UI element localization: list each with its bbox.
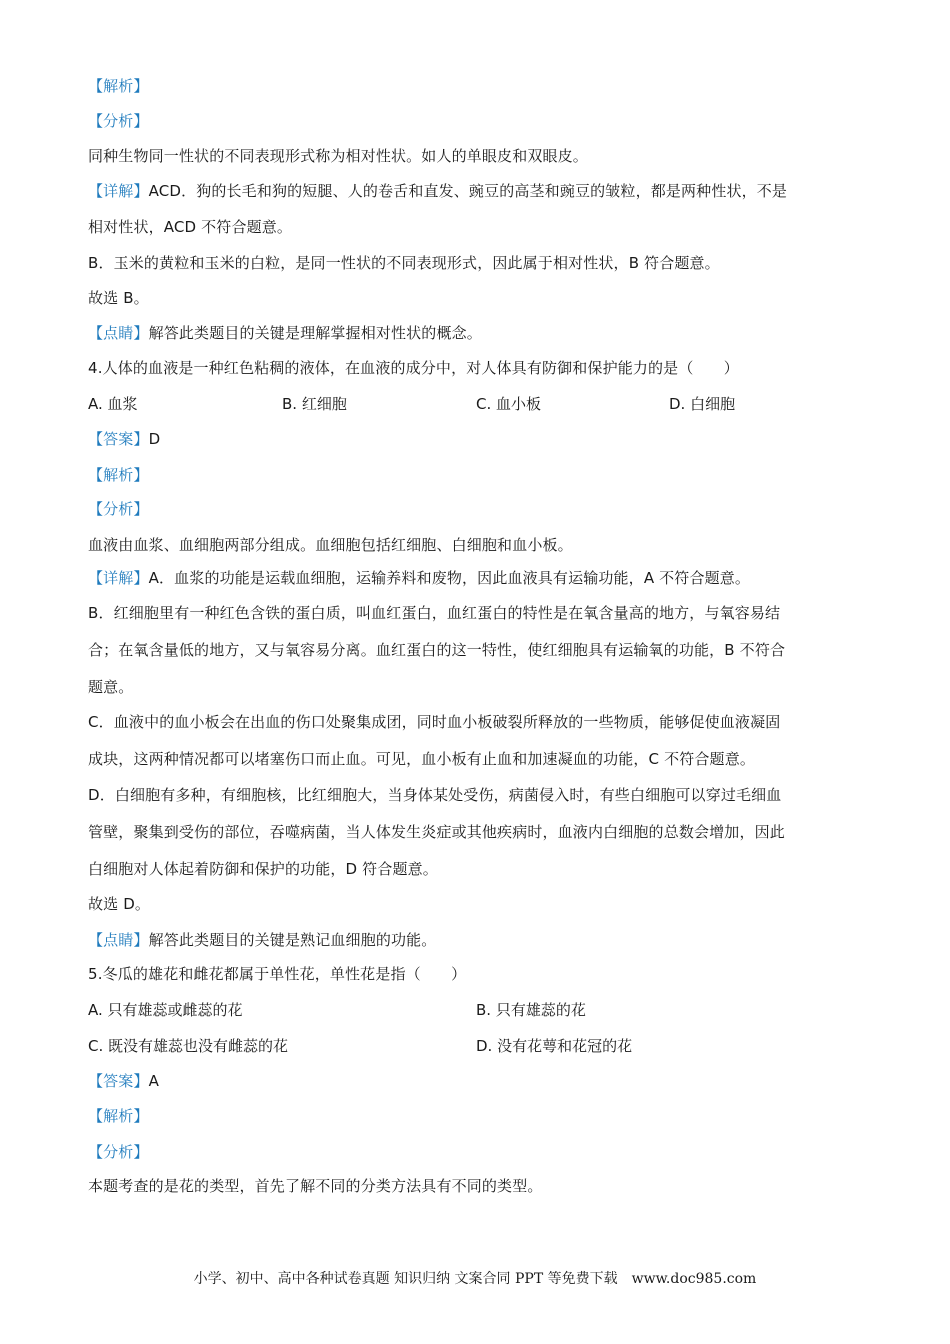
answer-value: A — [148, 1072, 160, 1090]
section-tag-analysis: 【解析】 — [88, 77, 149, 95]
paragraph-text — [88, 323, 870, 343]
section-tag-analysis: 【解析】 — [88, 466, 149, 484]
section-tag-fenxi: 【分析】 — [88, 500, 149, 518]
page-footer: 小学、初中、高中各种试卷真题 知识归纳 文案合同 PPT 等免费下载 www.doc985.com — [193, 1271, 757, 1287]
section-tag-detail: 【详解】 — [88, 182, 149, 200]
section-tag-comment: 【点睛】 — [88, 931, 149, 949]
question-4: 4.人体的血液是一种红色粘稠的液体，在血液的成分中，对人体具有防御和保护能力的是（ ） — [88, 359, 739, 377]
paragraph-text — [88, 930, 870, 950]
paragraph-text: 成块，这两种情况都可以堵塞伤口而止血。可见，血小板有止血和加速凝血的功能，C 不符合题意。 — [88, 750, 755, 768]
paragraph-text: 合；在氧含量低的地方，又与氧容易分离。血红蛋白的这一特性，使红细胞具有运输氧的功能，B 不符合 — [88, 641, 786, 659]
paragraph-text: 相对性状，ACD 不符合题意。 — [88, 218, 293, 236]
q4-option-a: A. 血浆 — [88, 395, 138, 413]
answer-line — [88, 429, 870, 449]
section-tag-answer: 【答案】 — [88, 1072, 149, 1090]
q5-option-a: A. 只有雄蕊或雌蕊的花 — [88, 1001, 243, 1019]
paragraph-text: D．白细胞有多种，有细胞核，比红细胞大，当身体某处受伤，病菌侵入时，有些白细胞可以穿过毛细血 — [88, 786, 782, 804]
q4-option-d: D. 白细胞 — [669, 395, 736, 413]
paragraph-text: B．玉米的黄粒和玉米的白粒，是同一性状的不同表现形式，因此属于相对性状，B 符合题意。 — [88, 254, 720, 272]
q4-option-b: B. 红细胞 — [282, 395, 347, 413]
section-tag-detail: 【详解】 — [88, 569, 149, 587]
paragraph-text: 故选 B。 — [88, 289, 149, 307]
paragraph-text — [88, 568, 870, 588]
answer-value: D — [148, 430, 161, 448]
paragraph-text: 题意。 — [88, 678, 134, 696]
q5-option-c: C. 既没有雄蕊也没有雌蕊的花 — [88, 1037, 289, 1055]
question-5: 5.冬瓜的雄花和雌花都属于单性花，单性花是指（ ） — [88, 965, 467, 983]
paragraph-text: 故选 D。 — [88, 895, 151, 913]
section-tag-fenxi: 【分析】 — [88, 1143, 149, 1161]
answer-line — [88, 1071, 870, 1091]
paragraph-text: 解答此类题目的关键是理解掌握相对性状的概念。 — [148, 324, 482, 342]
paragraph-text: C．血液中的血小板会在出血的伤口处聚集成团，同时血小板破裂所释放的一些物质，能够促使血液凝固 — [88, 713, 781, 731]
paragraph-text: B．红细胞里有一种红色含铁的蛋白质，叫血红蛋白，血红蛋白的特性是在氧含量高的地方，与氧容易结 — [88, 604, 781, 622]
section-tag-answer: 【答案】 — [88, 430, 149, 448]
paragraph-text: 解答此类题目的关键是熟记血细胞的功能。 — [148, 931, 437, 949]
paragraph-text — [88, 181, 870, 201]
q5-option-b: B. 只有雄蕊的花 — [476, 1001, 586, 1019]
section-tag-comment: 【点睛】 — [88, 324, 149, 342]
q5-option-d: D. 没有花萼和花冠的花 — [476, 1037, 633, 1055]
q4-option-c: C. 血小板 — [476, 395, 542, 413]
paragraph-text: 白细胞对人体起着防御和保护的功能，D 符合题意。 — [88, 860, 438, 878]
paragraph-text: ACD．狗的长毛和狗的短腿、人的卷舌和直发、豌豆的高茎和豌豆的皱粒，都是两种性状，不是 — [148, 182, 788, 200]
paragraph-text: A．血浆的功能是运载血细胞，运输养料和废物，因此血液具有运输功能，A 不符合题意。 — [148, 569, 751, 587]
paragraph-text: 同种生物同一性状的不同表现形式称为相对性状。如人的单眼皮和双眼皮。 — [88, 147, 588, 165]
section-tag-analysis: 【解析】 — [88, 1107, 149, 1125]
section-tag-fenxi: 【分析】 — [88, 112, 149, 130]
paragraph-text: 本题考查的是花的类型，首先了解不同的分类方法具有不同的类型。 — [88, 1177, 543, 1195]
paragraph-text: 血液由血浆、血细胞两部分组成。血细胞包括红细胞、白细胞和血小板。 — [88, 536, 573, 554]
paragraph-text: 管壁，聚集到受伤的部位，吞噬病菌，当人体发生炎症或其他疾病时，血液内白细胞的总数会增加，因此 — [88, 823, 785, 841]
